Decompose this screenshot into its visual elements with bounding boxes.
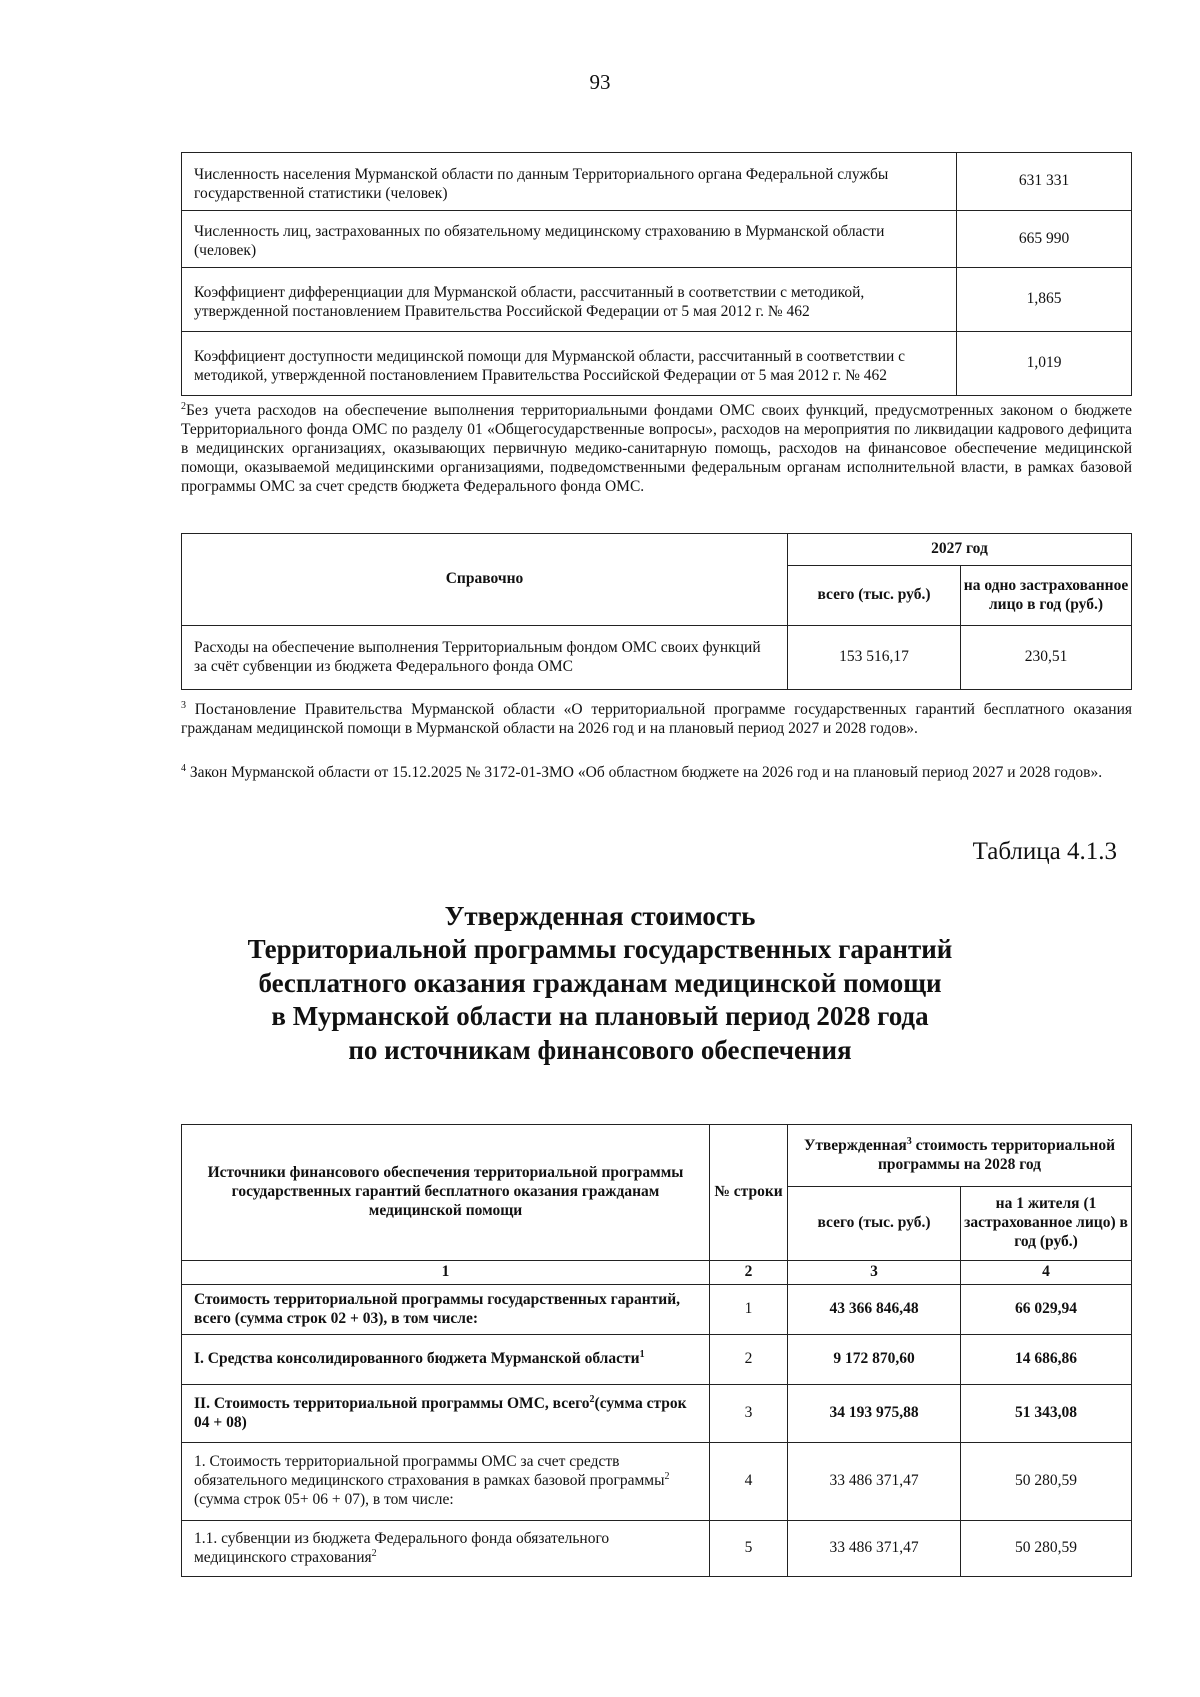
heading-line: по источникам финансового обеспечения [348, 1034, 852, 1065]
footnote-3 [181, 701, 1132, 739]
column-number: 3 [788, 1261, 961, 1285]
row-label-text: 1.1. субвенции из бюджета Федерального фонда обязательного медицинского страхования [194, 1529, 610, 1566]
footnote-mark: 2 [181, 400, 186, 412]
col-total-header: всего (тыс. руб.) [788, 1187, 961, 1261]
row-label: Численность лиц, застрахованных по обязательному медицинскому страхованию в Мурманской области (человек) [182, 211, 957, 268]
row-label-tail: (сумма строк 04 + 08) [194, 1394, 687, 1431]
row-label [182, 1285, 710, 1335]
col-source-header: Источники финансового обеспечения территориальной программы государственных гарантий бесплатного оказания гражданам медицинской помощи [182, 1125, 710, 1261]
column-number-row [182, 1261, 1132, 1285]
table-row [182, 1443, 1132, 1521]
row-label: Коэффициент дифференциации для Мурманской области, рассчитанный в соответствии с методикой, утвержденной постановлением Правительства Российской Федерации от 5 мая 2012 г. № 462 [182, 268, 957, 332]
cost-header [788, 1125, 1132, 1187]
table-row [182, 1335, 1132, 1385]
row-label-text: I. Средства консолидированного бюджета Мурманской области [194, 1350, 640, 1368]
population-indicators-table [181, 152, 1132, 396]
page-number: 93 [589, 70, 611, 94]
footnote-text: Без учета расходов на обеспечение выполнения территориальными фондами ОМС своих функций, предусмотренных законом о бюджете Территориального фонда ОМС по разделу 01 «Общегосударственные вопросы», расходов на мероприятия по ликвидации кадрового дефицита в медицинских организациях, оказывающих первичную медико-санитарную помощь, расходов на финансовое обеспечение медицинской помощи, оказываемой медицинскими организациями, подведомственными федеральным органам исполнительной власти, в рамках базовой программы ОМС за счет средств бюджета Федерального фонда ОМС. [181, 402, 1132, 495]
reference-header: Справочно [182, 534, 788, 626]
heading-line: Территориальной программы государственных гарантий [247, 934, 953, 965]
table-row [182, 153, 1132, 211]
row-label-mark: 2 [589, 1393, 595, 1405]
row-label-text: II. Стоимость территориальной программы ОМС, всего [194, 1394, 590, 1412]
row-label-mark: 2 [664, 1470, 670, 1482]
footnote-text: Закон Мурманской области от 15.12.2025 № 3172-01-ЗМО «Об областном бюджете на 2026 год и на плановый период 2027 и 2028 годов». [186, 764, 1103, 781]
program-cost-table [181, 1124, 1132, 1577]
cost-header-text: стоимость территориальной программы на 2028 год [877, 1136, 1116, 1173]
table-caption: Таблица 4.1.3 [972, 838, 1117, 865]
row-label-tail: (сумма строк 05+ 06 + 07), в том числе: [194, 1490, 454, 1508]
row-no: 4 [710, 1443, 788, 1521]
heading-line: Утвержденная стоимость [444, 901, 756, 931]
row-per-person: 14 686,86 [961, 1335, 1132, 1385]
footnote-mark: 4 [181, 762, 186, 774]
reference-table [181, 533, 1132, 690]
col-per-person-header: на 1 жителя (1 застрахованное лицо) в год (руб.) [961, 1187, 1132, 1261]
row-label [182, 1521, 710, 1577]
row-no: 1 [710, 1285, 788, 1335]
year-header: 2027 год [788, 534, 1132, 566]
column-number: 2 [710, 1261, 788, 1285]
row-label [182, 1335, 710, 1385]
cost-header-text: Утвержденная [803, 1136, 907, 1154]
row-label-mark: 2 [371, 1547, 377, 1559]
cost-header-mark: 3 [906, 1135, 912, 1147]
column-number: 1 [182, 1261, 710, 1285]
row-no: 3 [710, 1385, 788, 1443]
row-total: 33 486 371,47 [788, 1443, 961, 1521]
row-label [182, 1443, 710, 1521]
heading-line: в Мурманской области на плановый период 2028 года [271, 1001, 929, 1032]
table-row [182, 626, 1132, 690]
row-total: 9 172 870,60 [788, 1335, 961, 1385]
footnote-2 [181, 402, 1132, 497]
table-row [182, 1285, 1132, 1335]
row-value: 1,019 [957, 332, 1132, 396]
row-no: 5 [710, 1521, 788, 1577]
footnote-4 [181, 764, 1132, 783]
table-row [182, 1385, 1132, 1443]
row-label: Численность населения Мурманской области по данным Территориального органа Федеральной службы государственной статистики (человек) [182, 153, 957, 211]
table-row [182, 268, 1132, 332]
row-per-person: 50 280,59 [961, 1443, 1132, 1521]
row-total: 153 516,17 [788, 626, 961, 690]
table-header-row [182, 1125, 1132, 1187]
row-label [182, 1385, 710, 1443]
column-number: 4 [961, 1261, 1132, 1285]
row-label: Расходы на обеспечение выполнения Территориальным фондом ОМС своих функций за счёт субвенции из бюджета Федерального фонда ОМС [182, 626, 788, 690]
row-per-person: 66 029,94 [961, 1285, 1132, 1335]
footnote-text: Постановление Правительства Мурманской области «О территориальной программе государственных гарантий бесплатного оказания гражданам медицинской помощи в Мурманской области на 2026 год и на плановый период 2027 и 2028 годов». [181, 701, 1132, 737]
row-total: 43 366 846,48 [788, 1285, 961, 1335]
table-header-row [182, 534, 1132, 566]
row-total: 34 193 975,88 [788, 1385, 961, 1443]
table-row [182, 1521, 1132, 1577]
row-total: 33 486 371,47 [788, 1521, 961, 1577]
col-row-no-header: № строки [710, 1125, 788, 1261]
row-value: 631 331 [957, 153, 1132, 211]
row-per-person: 230,51 [961, 626, 1132, 690]
row-value: 665 990 [957, 211, 1132, 268]
row-label: Коэффициент доступности медицинской помощи для Мурманской области, рассчитанный в соответствии с методикой, утвержденной постановлением Правительства Российской Федерации от 5 мая 2012 г. № 462 [182, 332, 957, 396]
col-total-header: всего (тыс. руб.) [788, 566, 961, 626]
col-per-person-header: на одно застрахованное лицо в год (руб.) [961, 566, 1132, 626]
row-label-text: 1. Стоимость территориальной программы ОМС за счет средств обязательного медицинского страхования в рамках базовой программы [194, 1453, 665, 1490]
section-heading [0, 900, 1200, 1067]
row-per-person: 50 280,59 [961, 1521, 1132, 1577]
row-value: 1,865 [957, 268, 1132, 332]
table-row [182, 332, 1132, 396]
row-no: 2 [710, 1335, 788, 1385]
footnote-mark: 3 [181, 699, 186, 711]
row-per-person: 51 343,08 [961, 1385, 1132, 1443]
row-label-text: Стоимость территориальной программы государственных гарантий, всего (сумма строк 02 + 03), в том числе: [194, 1290, 681, 1327]
row-label-mark: 1 [639, 1348, 645, 1360]
table-row [182, 211, 1132, 268]
heading-line: бесплатного оказания гражданам медицинской помощи [258, 967, 942, 998]
